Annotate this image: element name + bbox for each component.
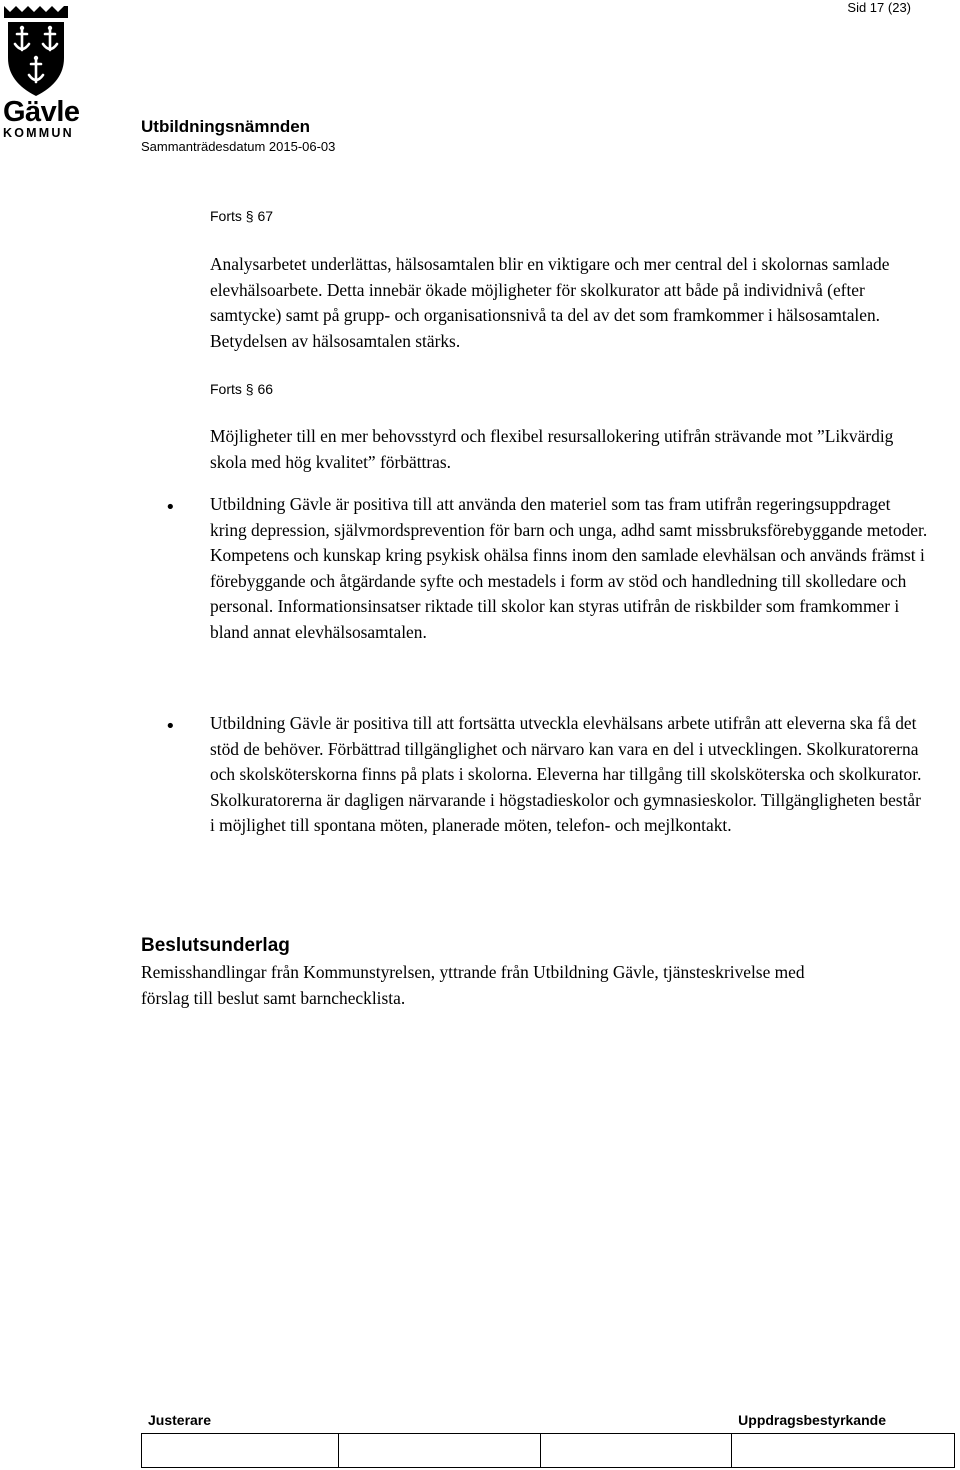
paragraph-analysarbetet: Analysarbetet underlättas, hälsosamtalen blir en viktigare och mer central del i skolornas samlade elevhälsoarbete. Detta innebär ökade möjligheter för skolkurator att både på individnivå (efter samtycke) samt på grupp- och organisationsnivå ta del av det som framkommer i hälsosamtalen. Betydelsen av hälsosamtalen stärks. — [210, 254, 890, 351]
signature-cell — [338, 1434, 541, 1468]
signature-cell — [142, 1434, 339, 1468]
justerare-label: Justerare — [142, 1406, 541, 1434]
signature-table — [141, 1405, 955, 1468]
committee-title: Utbildningsnämnden — [141, 117, 311, 136]
signature-cell — [732, 1434, 955, 1468]
coat-of-arms-icon — [0, 2, 72, 98]
gavle-kommun-logo — [0, 2, 78, 138]
uppdragsbestyrkande-label: Uppdragsbestyrkande — [732, 1406, 955, 1434]
signature-cell — [541, 1434, 732, 1468]
beslutsunderlag-text: Remisshandlingar från Kommunstyrelsen, yttrande från Utbildning Gävle, tjänsteskrivelse med förslag till beslut samt barnchecklista. — [141, 962, 805, 1008]
beslutsunderlag-heading: Beslutsunderlag — [141, 935, 290, 956]
bullet-icon: • — [165, 716, 176, 737]
forts-67-label: Forts § 67 — [210, 208, 274, 224]
bullet-icon: • — [165, 497, 176, 518]
logo-subtitle: KOMMUN — [3, 126, 74, 140]
logo-wordmark: Gävle — [3, 96, 80, 128]
forts-66-label: Forts § 66 — [210, 381, 274, 397]
paragraph-mojligheter: Möjligheter till en mer behovsstyrd och flexibel resursallokering utifrån strävande mot ”Likvärdig skola med hög kvalitet” förbättras. — [210, 426, 894, 472]
meeting-date: Sammanträdesdatum 2015-06-03 — [141, 139, 336, 154]
bullet-item-materiel: Utbildning Gävle är positiva till att använda den materiel som tas fram utifrån regeringsuppdraget kring depression, självmordsprevention för barn och unga, adhd samt missbruksförebyggande metoder. Kompetens och kunskap kring psykisk ohälsa finns inom den samlade elevhälsan och används främst i förebyggande och åtgärdande syfte och mestadels i form av stöd och handledning till skolledare och personal. Informationsinsatser riktade till skolor kan styras utifrån de riskbilder som framkommer i bland annat elevhälsosamtalen. — [210, 494, 928, 642]
page-number: Sid 17 (23) — [847, 0, 911, 15]
bullet-item-elevhalsa: Utbildning Gävle är positiva till att fortsätta utveckla elevhälsans arbete utifrån att eleverna ska få det stöd de behöver. Förbättrad tillgänglighet och närvaro kan vara en del i utvecklingen. Skolkuratorerna och skolsköterskorna finns på plats i skolorna. Eleverna har tillgång till skolsköterska och skolkurator. Skolkuratorerna är dagligen närvarande i högstadieskolor och gymnasieskolor. Tillgängligheten består i möjlighet till spontana möten, planerade möten, telefon- och mejlkontakt. — [210, 713, 922, 835]
